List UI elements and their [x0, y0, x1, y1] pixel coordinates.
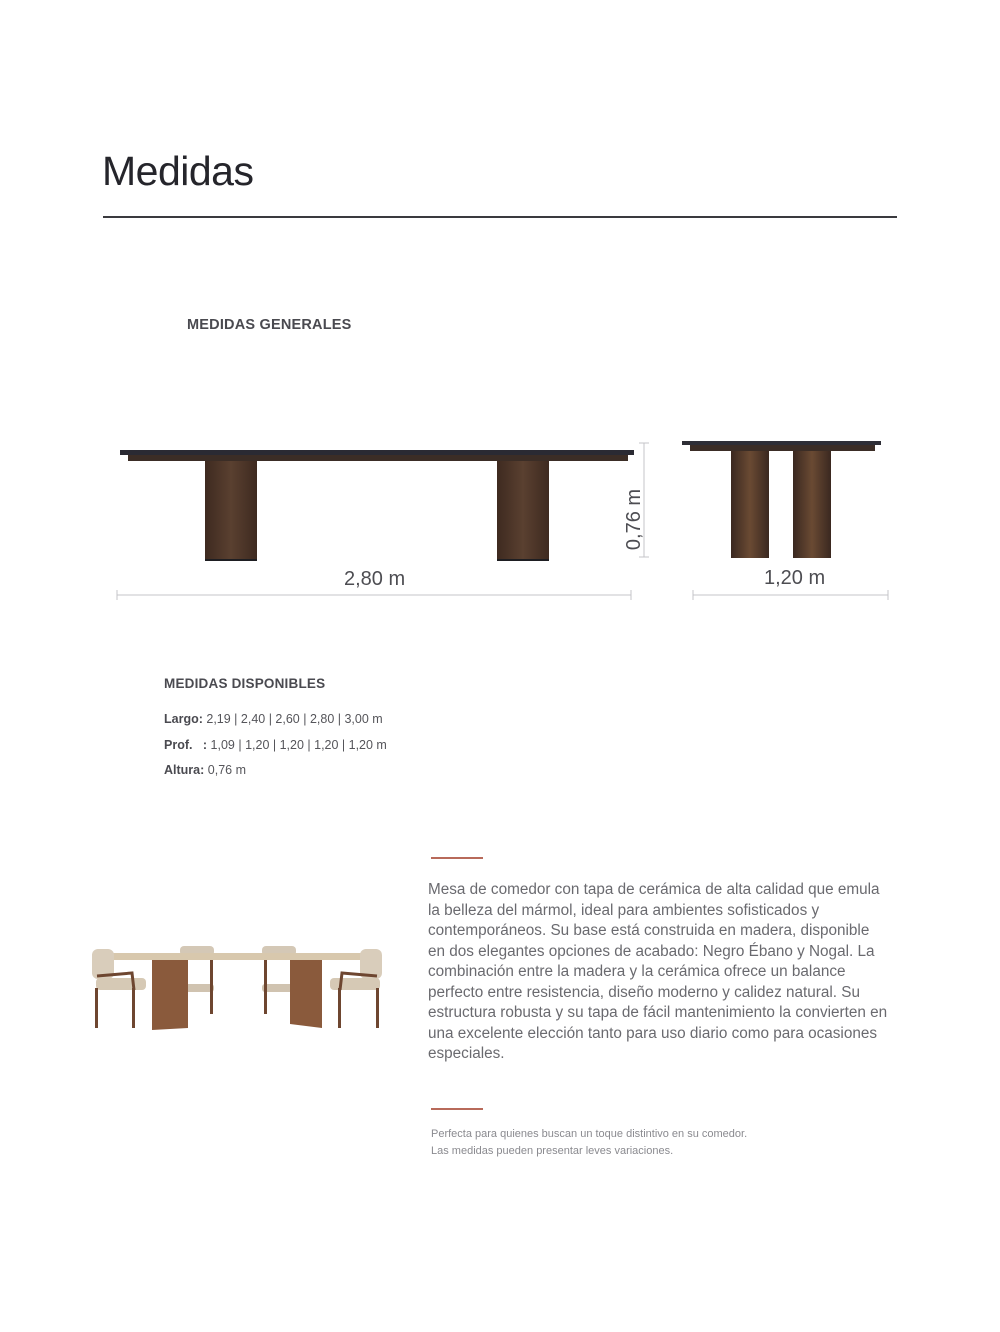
spec-value: 2,19 | 2,40 | 2,60 | 2,80 | 3,00 m: [206, 712, 383, 726]
spec-row-prof: [164, 738, 387, 752]
side-table-top-edge: [690, 445, 875, 451]
title-divider: [103, 216, 897, 218]
width-label: 2,80 m: [344, 568, 406, 590]
spec-label: Prof. :: [164, 738, 208, 752]
page-title: Medidas: [102, 148, 254, 194]
leg-foot-left: [205, 559, 257, 561]
product-description: Mesa de comedor con tapa de cerámica de alta calidad que emula la belleza del mármol, ideal para ambientes sofisticados y contemporáneos. Su base está construida en madera, disponible en dos elegantes opciones de acabado: Negro Ébano y Nogal. La combinación entre la madera y la cerámica ofrece un balance perfecto entre resistencia, diseño moderno y calidez natural. Su estructura robusta y su tapa de fácil mantenimiento la convierten en una excelente elección tanto para uso diario como para ocasiones especiales.: [428, 881, 888, 1062]
accent-divider-top: [431, 857, 483, 859]
table-leg-left: [205, 461, 257, 561]
armchair-left: [92, 949, 146, 1028]
spec-row-largo: [164, 712, 383, 726]
spec-row-altura: [164, 763, 246, 777]
table-leg-right: [497, 461, 549, 561]
table-top: [106, 953, 368, 960]
side-leg-right: [793, 451, 831, 558]
armchair-right: [330, 949, 382, 1028]
spec-value: 1,09 | 1,20 | 1,20 | 1,20 | 1,20 m: [210, 738, 387, 752]
table-base-left: [152, 960, 188, 1030]
leg-foot-right: [497, 559, 549, 561]
general-heading: MEDIDAS GENERALES: [187, 317, 352, 333]
spec-label: Largo:: [164, 712, 203, 726]
accent-divider-bottom: [431, 1108, 483, 1110]
table-base-right: [290, 960, 322, 1028]
footnote-line-2: Las medidas pueden presentar leves variaciones.: [431, 1145, 674, 1157]
product-image: [82, 940, 392, 1035]
side-table-top-surface: [682, 441, 881, 445]
table-top-surface: [120, 450, 634, 455]
table-top: [120, 450, 634, 461]
side-leg-left: [731, 451, 769, 558]
table-top-edge: [128, 455, 628, 461]
height-label: 0,76 m: [623, 488, 646, 551]
depth-label: 1,20 m: [764, 567, 826, 589]
spec-value: 0,76 m: [207, 763, 246, 777]
spec-label: Altura:: [164, 763, 205, 777]
footnote: [431, 1126, 747, 1160]
available-heading: MEDIDAS DISPONIBLES: [164, 676, 326, 691]
footnote-line-1: Perfecta para quienes buscan un toque distintivo en su comedor.: [431, 1128, 748, 1140]
